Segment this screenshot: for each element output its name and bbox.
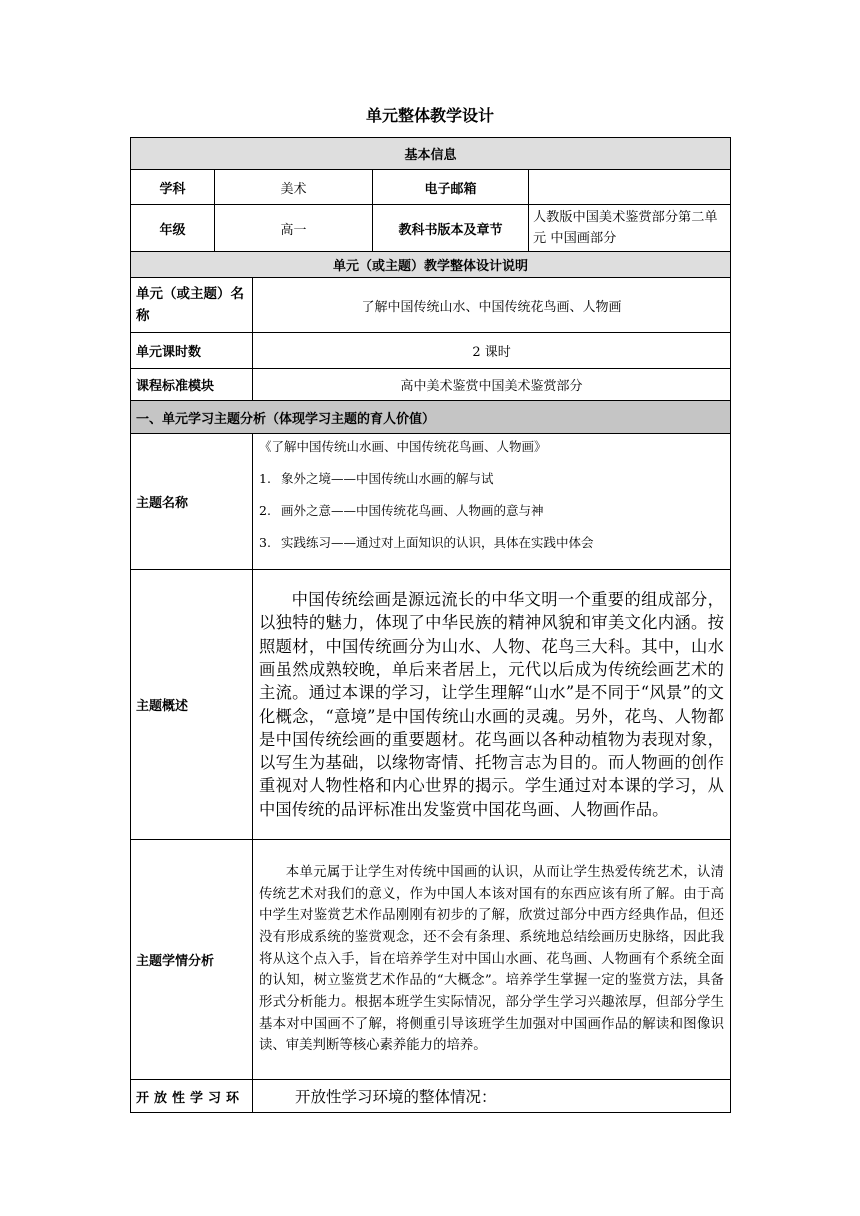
analysis-label: 主题学情分析 [131, 840, 253, 1080]
open-env-row [131, 1080, 731, 1113]
hours-value: 2 课时 [253, 333, 731, 369]
unit-name-value: 了解中国传统山水、中国传统花鸟画、人物画 [253, 278, 731, 333]
overview-content [253, 570, 731, 840]
section1-header: 一、单元学习主题分析（体现学习主题的育人价值） [131, 401, 731, 434]
overview-row [131, 570, 731, 840]
unit-design-header: 单元（或主题）教学整体设计说明 [131, 252, 731, 278]
unit-design-header-row [131, 252, 731, 278]
grade-value: 高一 [215, 205, 373, 252]
email-label: 电子邮箱 [373, 170, 529, 205]
basic-info-header-row [131, 138, 731, 170]
email-value [529, 170, 731, 205]
standard-label: 课程标准模块 [131, 369, 253, 401]
section1-header-row [131, 401, 731, 434]
grade-row [131, 205, 731, 252]
textbook-value: 人教版中国美术鉴赏部分第二单元 中国画部分 [529, 205, 731, 252]
open-env-label: 开放性学习环 [131, 1080, 253, 1113]
subject-value: 美术 [215, 170, 373, 205]
hours-label: 单元课时数 [131, 333, 253, 369]
hours-row [131, 333, 731, 369]
analysis-text: 本单元属于让学生对传统中国画的认识，从而让学生热爱传统艺术，认清传统艺术对我们的意义，作为中国人本该对国有的东西应该有所了解。由于高中学生对鉴赏艺术作品刚刚有初步的了解，欣赏过部分中西方经典作品，但还没有形成系统的鉴赏观念，还不会有条理、系统地总结绘画历史脉络，因此我将从这个点入手，旨在培养学生对中国山水画、花鸟画、人物画有个系统全面的认知，树立鉴赏艺术作品的“大概念”。培养学生掌握一定的鉴赏方法，具备形式分析能力。根据本班学生实际情况，部分学生学习兴趣浓厚，但部分学生基本对中国画不了解，将侧重引导该班学生加强对中国画作品的解读和图像识读、审美判断等核心素养能力的培养。 [259, 864, 725, 1054]
topic-title: 《了解中国传统山水画、中国传统花鸟画、人物画》 [259, 439, 547, 454]
document-title: 单元整体教学设计 [365, 106, 494, 125]
analysis-row [131, 840, 731, 1080]
topic-item: 3. 实践练习——通过对上面知识的认识，具体在实践中体会 [259, 535, 594, 550]
open-env-text: 开放性学习环境的整体情况： [253, 1080, 731, 1113]
topic-name-label: 主题名称 [131, 434, 253, 570]
subject-row [131, 170, 731, 205]
topic-name-content [253, 434, 731, 570]
grade-label: 年级 [131, 205, 215, 252]
overview-text: 中国传统绘画是源远流长的中华文明一个重要的组成部分，以独特的魅力，体现了中华民族的精神风貌和审美文化内涵。按照题材，中国传统画分为山水、人物、花鸟三大科。其中，山水画虽然成熟较晚，单后来者居上，元代以后成为传统绘画艺术的主流。通过本课的学习，让学生理解“山水”是不同于“风景”的文化概念，“意境”是中国传统山水画的灵魂。另外，花鸟、人物都是中国传统绘画的重要题材。花鸟画以各种动植物为表现对象，以写生为基础，以缘物寄情、托物言志为目的。而人物画的创作重视对人物性格和内心世界的揭示。学生通过对本课的学习，从中国传统的品评标准出发鉴赏中国花鸟画、人物画作品。 [259, 590, 725, 819]
design-table [130, 137, 731, 1113]
topic-item: 1. 象外之境——中国传统山水画的解与试 [259, 471, 494, 486]
topic-name-row [131, 434, 731, 570]
textbook-label: 教科书版本及章节 [373, 205, 529, 252]
analysis-content [253, 840, 731, 1080]
unit-name-label: 单元（或主题）名称 [131, 278, 253, 333]
basic-info-header: 基本信息 [131, 138, 731, 170]
topic-item: 2. 画外之意——中国传统花鸟画、人物画的意与神 [259, 503, 544, 518]
standard-row [131, 369, 731, 401]
subject-label: 学科 [131, 170, 215, 205]
overview-label: 主题概述 [131, 570, 253, 840]
unit-name-row [131, 278, 731, 333]
topic-list [259, 469, 724, 553]
standard-value: 高中美术鉴赏中国美术鉴赏部分 [253, 369, 731, 401]
